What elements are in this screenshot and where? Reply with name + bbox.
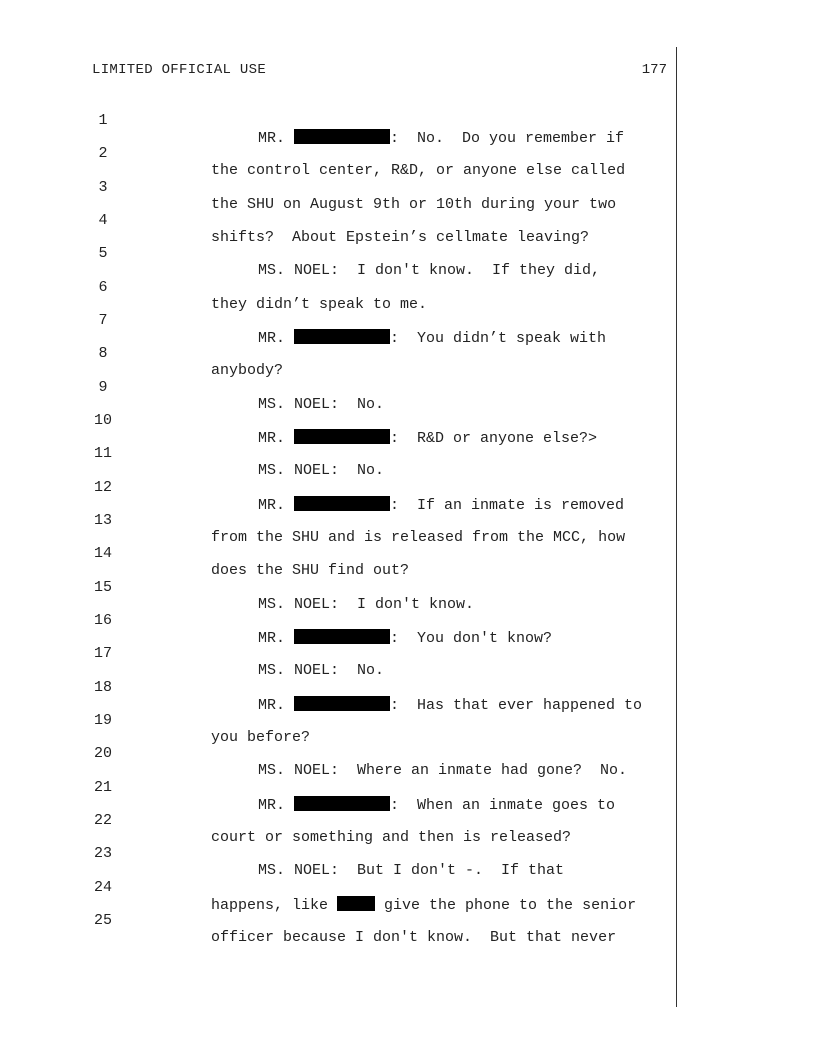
- transcript-line: [0, 495, 676, 546]
- line-number: 12: [93, 479, 112, 496]
- transcript-line: [0, 862, 676, 914]
- line-number: 23: [93, 845, 112, 862]
- line-text: shifts? About Epstein’s cellmate leaving?: [211, 229, 590, 246]
- transcript-line: [0, 895, 676, 946]
- transcript-line: [0, 762, 676, 814]
- line-text: MR. : You didn’t speak with: [258, 330, 607, 347]
- transcript-line: [0, 795, 676, 846]
- line-number: 2: [98, 145, 108, 162]
- line-number: 11: [93, 445, 112, 462]
- line-number: 10: [93, 412, 112, 429]
- line-text: MR. : When an inmate goes to: [258, 797, 616, 814]
- line-number: 16: [93, 612, 112, 629]
- transcript-line: [0, 362, 676, 413]
- line-text: MR. : You don't know?: [258, 630, 553, 647]
- line-text: MS. NOEL: No.: [258, 462, 385, 479]
- transcript-line: [0, 462, 676, 514]
- line-number: 19: [93, 712, 112, 729]
- page-number: 177: [641, 62, 667, 78]
- transcript-line: [0, 95, 676, 147]
- transcript-line: [0, 528, 676, 579]
- line-text: does the SHU find out?: [211, 562, 410, 579]
- transcript-line: [0, 162, 676, 213]
- line-number: 7: [98, 312, 108, 329]
- line-number: 17: [93, 645, 112, 662]
- line-number: 21: [93, 779, 112, 796]
- transcript-line: [0, 728, 676, 779]
- line-number: 22: [93, 812, 112, 829]
- line-text: you before?: [211, 729, 311, 746]
- line-text: the control center, R&D, or anyone else called: [211, 162, 626, 179]
- line-number: 14: [93, 545, 112, 562]
- line-number: 15: [93, 579, 112, 596]
- line-text: officer because I don't know. But that never: [211, 929, 617, 946]
- line-text: MS. NOEL: But I don't -. If that: [258, 862, 565, 879]
- line-text: they didn’t speak to me.: [211, 296, 428, 313]
- line-text: MR. : If an inmate is removed: [258, 497, 625, 514]
- line-text: happens, like give the phone to the senior: [211, 897, 637, 914]
- transcript-line: [0, 562, 676, 613]
- transcript-line: [0, 128, 676, 179]
- line-number: 9: [98, 379, 108, 396]
- line-text: MS. NOEL: Where an inmate had gone? No.: [258, 762, 628, 779]
- line-text: from the SHU and is released from the MCC, how: [211, 529, 626, 546]
- line-text: MS. NOEL: No.: [258, 396, 385, 413]
- transcript-line: [0, 328, 676, 379]
- transcript-line: [0, 628, 676, 679]
- line-number: 24: [93, 879, 112, 896]
- line-text: court or something and then is released?: [211, 829, 572, 846]
- line-number: 1: [98, 112, 108, 129]
- line-number: 8: [98, 345, 108, 362]
- line-number: 3: [98, 179, 108, 196]
- line-text: MS. NOEL: I don't know. If they did,: [258, 262, 601, 279]
- transcript-line: [0, 595, 676, 647]
- right-margin-rule: [676, 47, 677, 1007]
- line-text: MR. : No. Do you remember if: [258, 130, 625, 147]
- transcript-line: [0, 228, 676, 279]
- transcript-line: [0, 428, 676, 479]
- transcript-line: [0, 695, 676, 746]
- line-text: the SHU on August 9th or 10th during your two: [211, 196, 617, 213]
- line-text: MR. : Has that ever happened to: [258, 697, 643, 714]
- line-number: 5: [98, 245, 108, 262]
- transcript-line: [0, 395, 676, 447]
- line-text: anybody?: [211, 362, 284, 379]
- line-number: 20: [93, 745, 112, 762]
- line-number: 6: [98, 279, 108, 296]
- line-text: MS. NOEL: No.: [258, 662, 385, 679]
- transcript-line: [0, 295, 676, 347]
- line-number: 18: [93, 679, 112, 696]
- transcript-line: [0, 662, 676, 714]
- transcript-line: [0, 262, 676, 313]
- line-number: 4: [98, 212, 108, 229]
- line-text: MS. NOEL: I don't know.: [258, 596, 475, 613]
- line-text: MR. : R&D or anyone else?>: [258, 430, 598, 447]
- transcript-line: [0, 195, 676, 246]
- classification-header: LIMITED OFFICIAL USE: [92, 62, 267, 78]
- line-number: 13: [93, 512, 112, 529]
- line-number: 25: [93, 912, 112, 929]
- transcript-line: [0, 828, 676, 879]
